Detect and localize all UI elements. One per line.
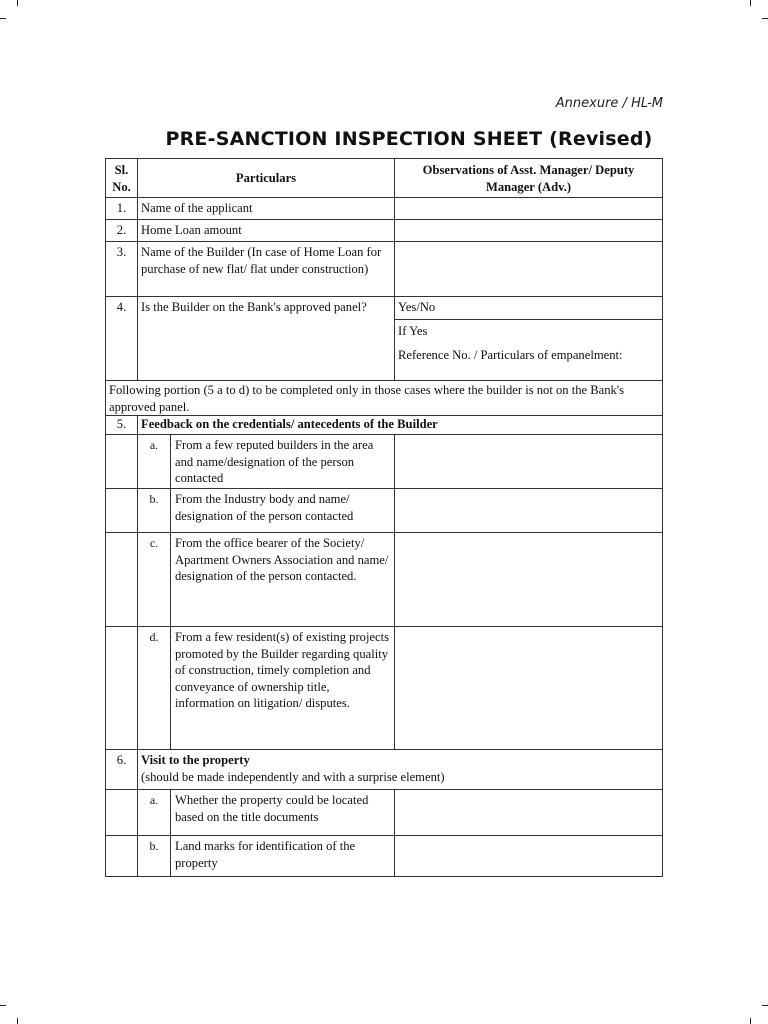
inspection-table: [105, 158, 663, 877]
item-letter: c.: [138, 533, 171, 626]
table-row: [105, 220, 663, 242]
item-observation-field[interactable]: [395, 533, 662, 626]
row-observation-field[interactable]: [395, 220, 662, 241]
row-particulars: Name of the applicant: [138, 198, 395, 219]
table-row: [105, 627, 663, 750]
crop-mark: [0, 18, 6, 19]
crop-mark: [17, 1018, 18, 1024]
yes-no-line: Yes/No: [395, 297, 662, 320]
item-letter: d.: [138, 627, 171, 749]
item-letter: a.: [138, 790, 171, 835]
item-observation-field[interactable]: [395, 790, 662, 835]
table-header-row: [105, 158, 663, 198]
section-heading: Feedback on the credentials/ antecedents of the Builder: [141, 417, 438, 431]
item-letter: a.: [138, 435, 171, 488]
reference-no-line: Reference No. / Particulars of empanelment:: [398, 347, 623, 362]
item-text: Whether the property could be located based on the title documents: [171, 790, 395, 835]
crop-mark: [17, 0, 18, 6]
table-row: [105, 790, 663, 836]
crop-mark: [750, 1018, 751, 1024]
item-letter: b.: [138, 836, 171, 876]
annexure-label: Annexure / HL-M: [555, 96, 663, 111]
item-observation-field[interactable]: [395, 489, 662, 532]
row-particulars: Is the Builder on the Bank's approved panel?: [138, 297, 395, 380]
table-row: [105, 435, 663, 489]
blank-sl-cell: [106, 627, 138, 749]
table-row: [105, 297, 663, 381]
table-row: [105, 198, 663, 220]
blank-sl-cell: [106, 435, 138, 488]
row-particulars: Home Loan amount: [138, 220, 395, 241]
row-number: 1.: [106, 198, 138, 219]
table-row: [105, 242, 663, 297]
crop-mark: [762, 18, 768, 19]
item-text: From the office bearer of the Society/ Apartment Owners Association and name/ designation of the person contacted.: [171, 533, 395, 626]
blank-sl-cell: [106, 790, 138, 835]
section-subheading: (should be made independently and with a surprise element): [141, 769, 445, 784]
item-text: From the Industry body and name/ designation of the person contacted: [171, 489, 395, 532]
section-heading-row: [105, 416, 663, 435]
blank-sl-cell: [106, 533, 138, 626]
table-row: [105, 836, 663, 877]
item-letter: b.: [138, 489, 171, 532]
row-number: 3.: [106, 242, 138, 296]
row-number: 4.: [106, 297, 138, 380]
row-observation-field[interactable]: [395, 242, 662, 296]
header-observations: Observations of Asst. Manager/ Deputy Manager (Adv.): [422, 163, 635, 194]
item-text: Land marks for identification of the property: [171, 836, 395, 876]
if-yes-line: If Yes: [398, 324, 428, 338]
row-observation-field[interactable]: [395, 198, 662, 219]
section-number: 5.: [106, 416, 138, 434]
header-sl-no: Sl. No.: [106, 159, 138, 197]
row-particulars: Name of the Builder (In case of Home Loan for purchase of new flat/ flat under construction): [138, 242, 395, 296]
crop-mark: [0, 1005, 6, 1006]
header-particulars: Particulars: [138, 159, 395, 197]
crop-mark: [762, 1005, 768, 1006]
item-observation-field[interactable]: [395, 435, 662, 488]
item-text: From a few reputed builders in the area and name/designation of the person contacted: [171, 435, 395, 488]
table-note-row: [105, 381, 663, 416]
section-heading-row: [105, 750, 663, 790]
table-row: [105, 489, 663, 533]
row-number: 2.: [106, 220, 138, 241]
item-text: From a few resident(s) of existing projects promoted by the Builder regarding quality of construction, timely completion and conveyance of ownership title, information on litigation/ disputes.: [171, 627, 395, 749]
crop-mark: [750, 0, 751, 6]
item-observation-field[interactable]: [395, 627, 662, 749]
section-heading: Visit to the property: [141, 753, 250, 767]
section-number: 6.: [106, 750, 138, 789]
blank-sl-cell: [106, 836, 138, 876]
page-title: PRE-SANCTION INSPECTION SHEET (Revised): [165, 128, 653, 150]
note-text: Following portion (5 a to d) to be completed only in those cases where the builder is not on the Bank's approved panel.: [109, 383, 625, 414]
blank-sl-cell: [106, 489, 138, 532]
item-observation-field[interactable]: [395, 836, 662, 876]
table-row: [105, 533, 663, 627]
row-observation-field[interactable]: [395, 297, 662, 380]
section-heading-block: [138, 750, 662, 789]
